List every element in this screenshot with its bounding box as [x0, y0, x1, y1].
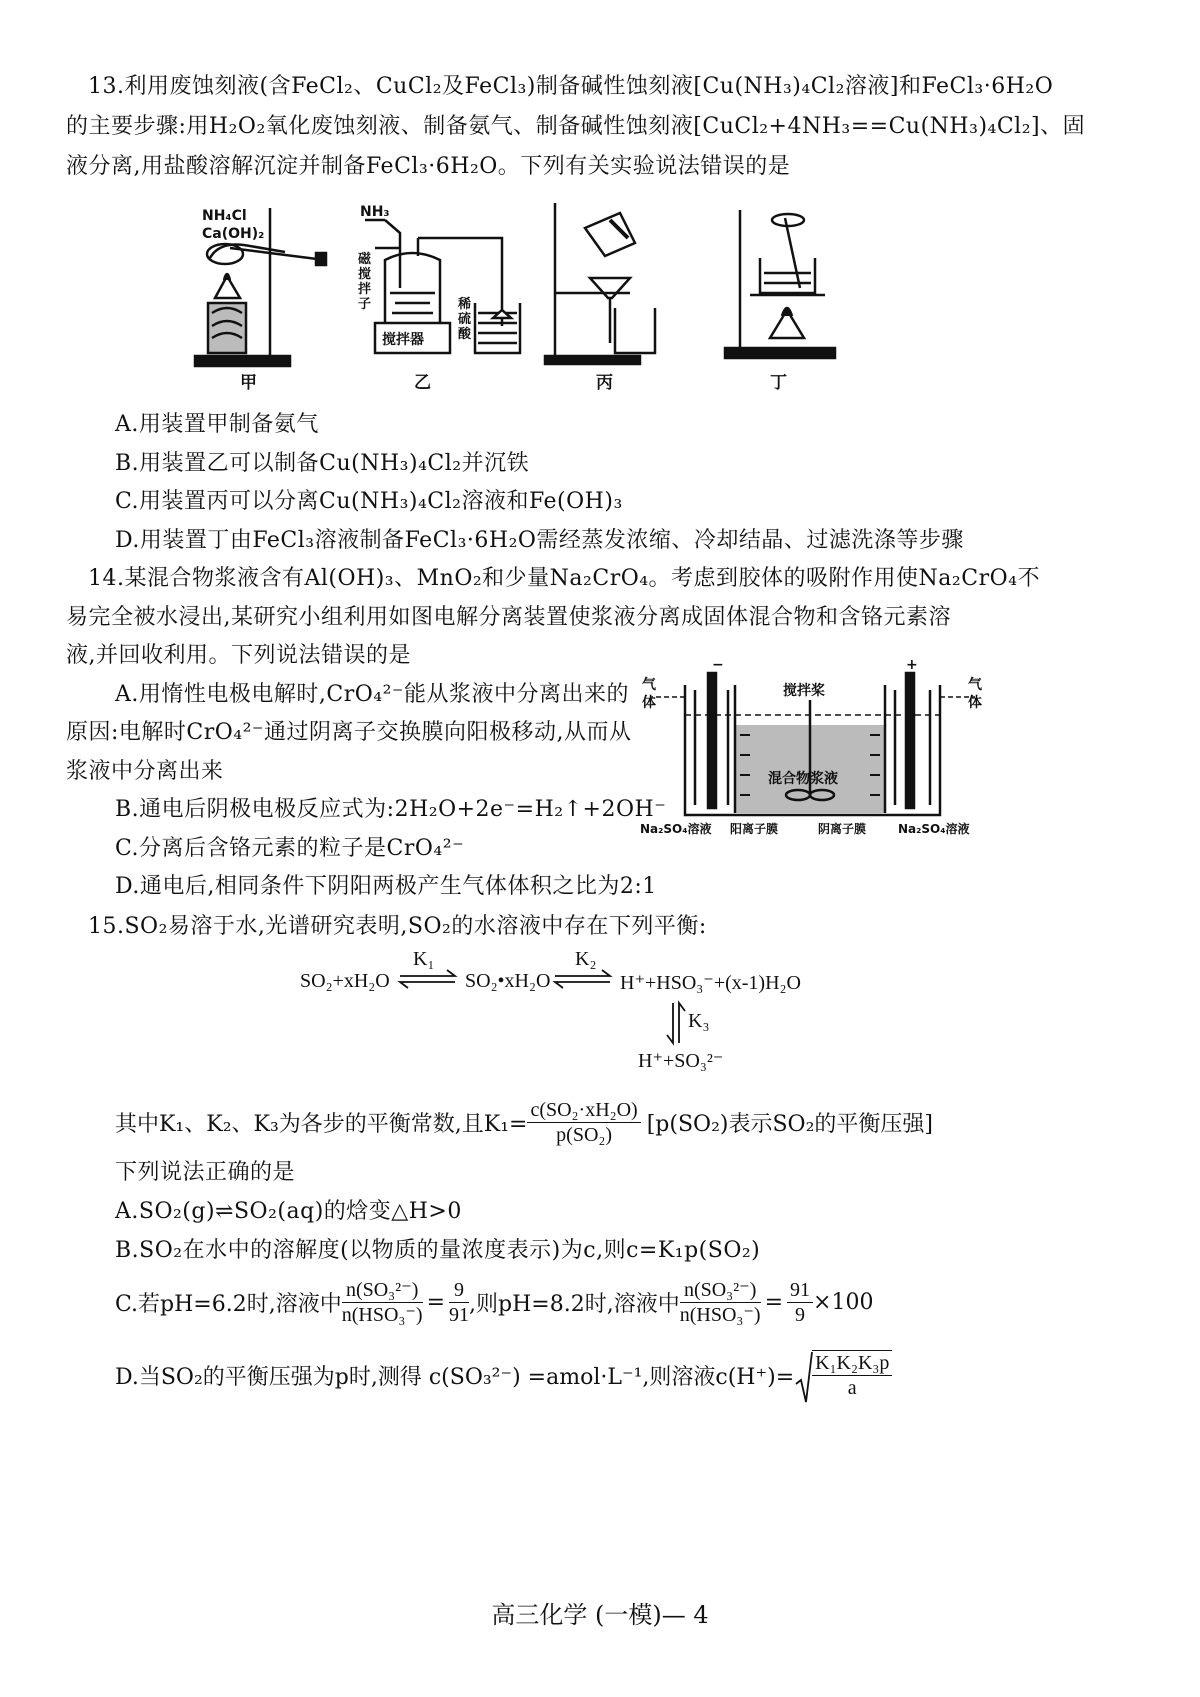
q13-line1: 13.利用废蚀刻液(含FeCl₂、CuCl₂及FeCl₃)制备碱性蚀刻液[Cu(NH₃)₄Cl₂溶液]和FeCl₃·6H₂O: [88, 74, 1054, 99]
opt-c-tail: ×100: [813, 1290, 874, 1315]
jia-reagent1: NH₄Cl: [202, 208, 247, 224]
slurry-label: 混合物浆液: [768, 771, 838, 787]
value1-num: 9: [449, 1278, 469, 1303]
opt-c-value1: [449, 1278, 469, 1327]
q14-option-c: C.分离后含铬元素的粒子是CrO₄²⁻: [115, 836, 465, 861]
eq-arrows: [300, 948, 860, 1088]
q13-line3: 液分离,用盐酸溶解沉淀并制备FeCl₃·6H₂O。下列有关实验说法错误的是: [66, 154, 791, 179]
opt-d-pre: D.当SO₂的平衡压强为p时,测得 c(SO₃²⁻) =amol·L⁻¹,则溶液c(H⁺)=: [115, 1364, 795, 1390]
eq-mid: SO₂•xH₂O: [465, 970, 551, 992]
q15-option-a: A.SO₂(g)⇌SO₂(aq)的焓变△H>0: [115, 1199, 462, 1224]
q14-option-d: D.通电后,相同条件下阴阳两极产生气体体积之比为2:1: [115, 874, 657, 899]
q13-option-d: D.用装置丁由FeCl₃溶液制备FeCl₃·6H₂O需经蒸发浓缩、冷却结晶、过滤洗涤等步骤: [115, 528, 964, 553]
ratio1-num: n(SO₃²⁻): [342, 1278, 423, 1303]
q14-option-a-line3: 浆液中分离出来: [66, 759, 224, 784]
k1-numerator: c(SO₂·xH₂O): [527, 1098, 640, 1123]
q13-option-b: B.用装置乙可以制备Cu(NH₃)₄Cl₂并沉铁: [115, 451, 530, 476]
caption-ding: 丁: [770, 373, 787, 393]
q13-option-a: A.用装置甲制备氨气: [115, 412, 319, 437]
q13-option-c: C.用装置丙可以分离Cu(NH₃)₄Cl₂溶液和Fe(OH)₃: [115, 489, 623, 514]
k1-def-post: [p(SO₂)表示SO₂的平衡压强]: [646, 1112, 933, 1137]
q14-option-a-line1: A.用惰性电极电解时,CrO₄²⁻能从浆液中分离出来的: [115, 682, 630, 707]
yi-acid-label: 稀硫酸: [458, 297, 472, 342]
eq-k2: K₂: [575, 948, 597, 970]
sqrt-sign: [794, 1350, 814, 1406]
q14-option-b: B.通电后阴极电极反应式为:2H₂O+2e⁻=H₂↑+2OH⁻: [115, 797, 667, 822]
q14-line2: 易完全被水浸出,某研究小组利用如图电解分离装置使浆液分离成固体混合物和含铬元素溶: [66, 605, 951, 630]
q15-option-b: B.SO₂在水中的溶解度(以物质的量浓度表示)为c,则c=K₁p(SO₂): [115, 1238, 761, 1263]
caption-jia: 甲: [240, 373, 257, 393]
opt-c-pre: C.若pH=6.2时,溶液中: [115, 1292, 342, 1317]
opt-c-ratio1: [342, 1278, 423, 1327]
opt-c-ratio2: [680, 1278, 761, 1327]
left-solution-label: Na₂SO₄溶液: [640, 822, 712, 836]
jia-reagent2: Ca(OH)₂: [202, 226, 265, 242]
q14-line1: 14.某混合物浆液含有Al(OH)₃、MnO₂和少量Na₂CrO₄。考虑到胶体的吸附作用使Na₂CrO₄不: [88, 566, 1040, 591]
opt-c-eq1: =: [426, 1290, 446, 1315]
sqrt-den: a: [847, 1377, 857, 1399]
eq-k3: K₃: [688, 1010, 710, 1032]
eq-right: H⁺+HSO₃⁻+(x-1)H₂O: [620, 972, 801, 994]
eq-bottom: H⁺+SO₃²⁻: [638, 1050, 724, 1072]
q13-apparatus-figure: [190, 198, 850, 398]
eq-k1: K₁: [413, 948, 435, 970]
caption-yi: 乙: [414, 373, 431, 393]
right-solution-label: Na₂SO₄溶液: [898, 822, 970, 836]
sqrt-fraction: [812, 1350, 892, 1400]
value1-den: 91: [449, 1304, 470, 1326]
page-footer: 高三化学 (一模)— 4: [491, 1601, 709, 1629]
anode-sign: +: [906, 657, 918, 673]
value2-den: 9: [795, 1304, 806, 1326]
right-gas-label: 气体: [968, 677, 982, 711]
q14-line3: 液,并回收利用。下列说法错误的是: [66, 643, 411, 668]
yi-gas-label: NH₃: [360, 204, 390, 220]
q15-option-c: [115, 1278, 873, 1327]
equilibrium-diagram: [300, 948, 860, 1088]
cathode-sign: −: [712, 657, 724, 673]
stirrer-label: 搅拌桨: [783, 683, 825, 699]
k1-def-pre: 其中K₁、K₂、K₃为各步的平衡常数,且K₁=: [115, 1112, 528, 1137]
eq-left: SO₂+xH₂O: [300, 970, 390, 992]
sqrt-expression: [794, 1350, 892, 1400]
left-gas-label: 气体: [642, 677, 656, 711]
q14-electrolysis-figure: [640, 655, 985, 845]
opt-c-value2: [787, 1278, 813, 1327]
q14-option-a-line2: 原因:电解时CrO₄²⁻通过阴离子交换膜向阳极移动,从而从: [66, 720, 632, 745]
k1-definition: [115, 1098, 933, 1147]
q15-ask: 下列说法正确的是: [115, 1160, 296, 1185]
opt-c-eq2: =: [764, 1290, 784, 1315]
q13-line2: 的主要步骤:用H₂O₂氧化废蚀刻液、制备氨气、制备碱性蚀刻液[CuCl₂+4NH₃==Cu(NH₃)₄Cl₂]、固: [66, 114, 1086, 139]
k1-fraction: [527, 1098, 640, 1147]
ratio2-den: n(HSO₃⁻): [679, 1304, 761, 1326]
ratio2-num: n(SO₃²⁻): [680, 1278, 761, 1303]
cation-membrane-label: 阳离子膜: [730, 822, 779, 836]
caption-bing: 丙: [596, 373, 613, 393]
q15-line1: 15.SO₂易溶于水,光谱研究表明,SO₂的水溶液中存在下列平衡:: [88, 914, 707, 939]
anion-membrane-label: 阴离子膜: [818, 822, 867, 836]
q15-option-d: [115, 1350, 892, 1400]
ratio1-den: n(HSO₃⁻): [341, 1304, 423, 1326]
yi-stir-bar-label: 磁搅拌子: [358, 252, 372, 312]
yi-stirrer-label: 搅拌器: [382, 332, 424, 348]
sqrt-num: K₁K₂K₃p: [812, 1351, 892, 1376]
opt-c-mid: ,则pH=8.2时,溶液中: [469, 1292, 680, 1317]
value2-num: 91: [787, 1278, 813, 1303]
k1-denominator: p(SO₂): [556, 1124, 613, 1146]
